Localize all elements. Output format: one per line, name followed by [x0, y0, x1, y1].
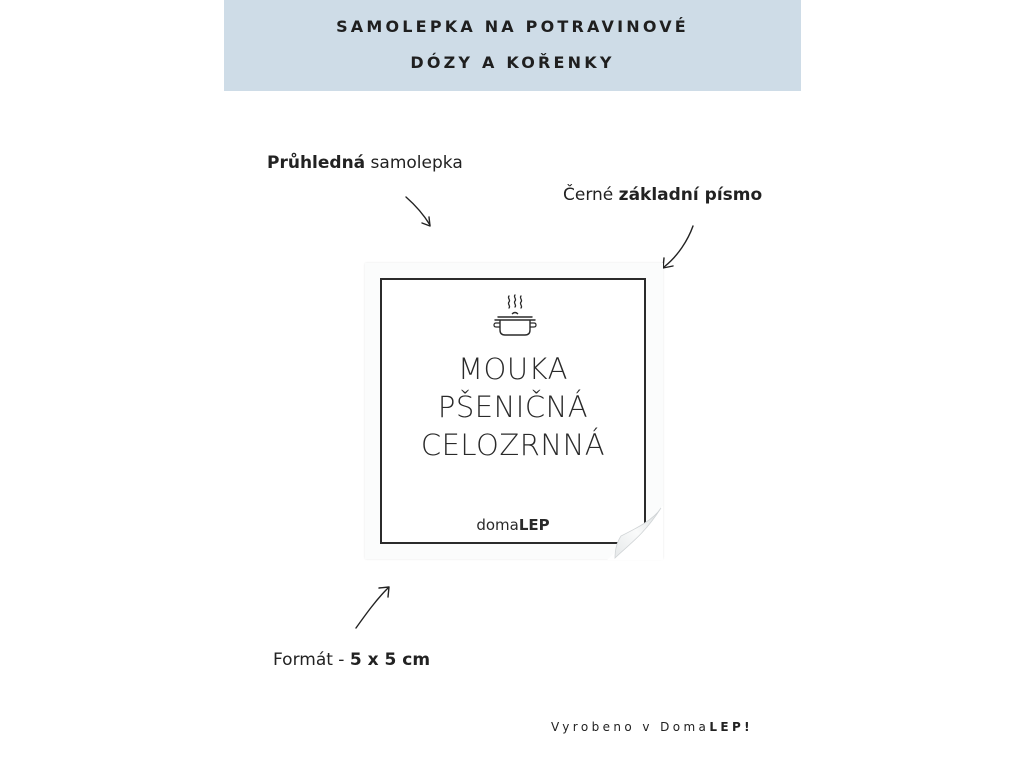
cooking-pot-icon	[492, 292, 538, 338]
peeled-corner-icon	[607, 506, 663, 560]
footer-prefix: Vyrobeno v Doma	[551, 720, 710, 734]
callout-black-font	[563, 185, 762, 205]
callout-format-text: Formát -	[273, 650, 350, 670]
product-name	[382, 350, 644, 464]
header-title-line-2: DÓZY A KOŘENKY	[410, 53, 615, 72]
callout-format-size	[273, 650, 430, 670]
brand-logo	[382, 516, 644, 534]
header-title-line-1: SAMOLEPKA NA POTRAVINOVÉ	[336, 17, 689, 36]
brand-prefix: doma	[476, 516, 519, 534]
callout-transparent-sticker	[267, 153, 463, 173]
arrow-icon-format	[352, 582, 396, 632]
callout-black-bold: základní písmo	[618, 185, 763, 205]
product-name-line-1: MOUKA	[458, 352, 568, 386]
callout-transparent-bold: Průhledná	[267, 153, 366, 173]
footer-credit	[551, 720, 753, 734]
arrow-icon-black-font	[658, 222, 700, 272]
callout-transparent-text: samolepka	[365, 153, 463, 173]
arrow-icon-transparent	[400, 192, 436, 232]
callout-black-text: Černé	[563, 185, 619, 205]
product-name-line-2: PŠENIČNÁ	[437, 390, 589, 424]
sticker-label	[380, 278, 646, 544]
footer-bold: LEP!	[709, 720, 754, 734]
brand-bold: LEP	[518, 516, 550, 534]
callout-format-bold: 5 x 5 cm	[349, 650, 431, 670]
product-name-line-3: CELOZRNNÁ	[420, 428, 606, 462]
header-banner	[224, 0, 801, 91]
